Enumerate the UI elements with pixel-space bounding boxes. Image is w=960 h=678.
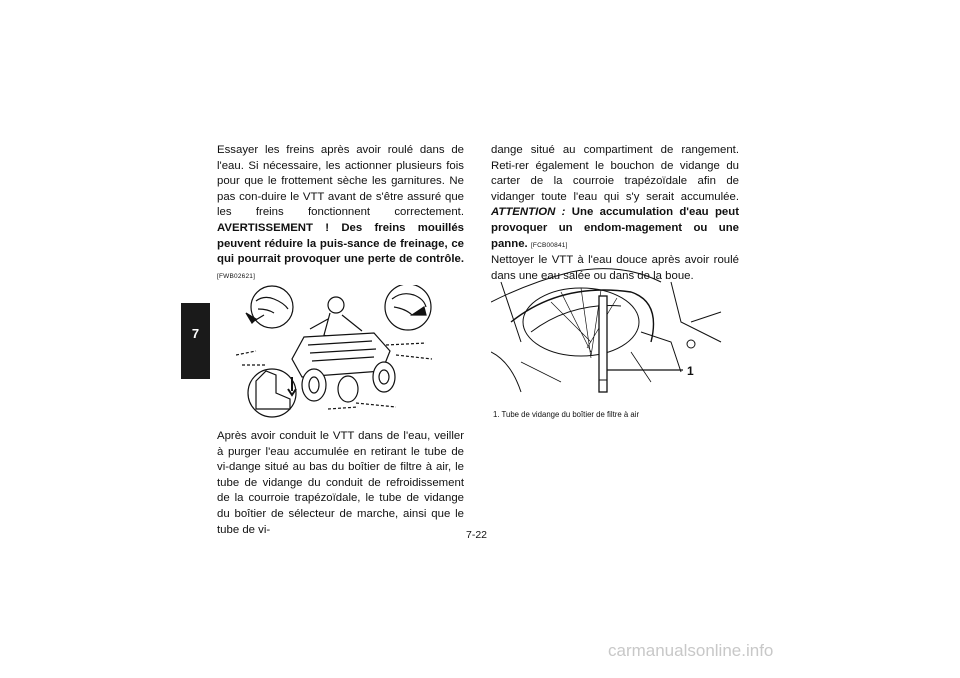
attention-ref-code: [FCB00841] bbox=[530, 241, 568, 249]
warning-ref-code: [FWB02621] bbox=[217, 272, 256, 280]
atv-wet-brakes-illustration bbox=[236, 285, 446, 425]
chapter-number: 7 bbox=[191, 326, 200, 341]
figure-caption: 1. Tube de vidange du boîtier de filtre à air bbox=[493, 410, 640, 419]
drain-continued-paragraph bbox=[491, 143, 739, 253]
wash-paragraph: Nettoyer le VTT à l'eau douce après avoir roulé dans une eau salée ou dans de la boue. bbox=[491, 254, 739, 282]
chapter-tab bbox=[181, 303, 210, 379]
drain-tube-callout: 1 bbox=[687, 364, 694, 378]
page-number: 7-22 bbox=[466, 529, 488, 541]
site-watermark: carmanualsonline.info bbox=[608, 641, 774, 660]
air-filter-drain-tube-illustration bbox=[491, 262, 739, 397]
attention-text: Une accumulation d'eau peut provoquer un endom-magement ou une panne. bbox=[491, 206, 740, 250]
brake-text: Essayer les freins après avoir roulé dans de l'eau. Si nécessaire, les actionner plusieurs fois pour que le frottement sèche les garnitures. Ne pas con-duire le VTT avant de s'être assuré que les freins fonctionnent correctement. bbox=[217, 144, 464, 219]
drain-continued-text: dange situé au compartiment de rangement. Reti-rer également le bouchon de vidange du carter de la courroie trapézoïdale afin de vidanger toute l'eau qui s'y serait accumulée. bbox=[491, 144, 739, 203]
brake-paragraph bbox=[217, 143, 464, 284]
brake-warning: AVERTISSEMENT ! Des freins mouillés peuvent réduire la puis-sance de freinage, ce qui pourrait provoquer une perte de contrôle. bbox=[217, 221, 464, 266]
left-column-top bbox=[217, 143, 464, 284]
drain-paragraph: Après avoir conduit le VTT dans de l'eau, veiller à purger l'eau accumulée en retirant le tube de vi-dange situé au bas du boîtier de filtre à air, le tube de vidange du conduit de refroidissement de la courroie trapézoïdale, le tube de vidange du boîtier de sélecteur de marche, ainsi que le tube de vi- bbox=[217, 430, 464, 536]
attention-label: ATTENTION : bbox=[491, 206, 566, 219]
left-column-bottom bbox=[217, 429, 464, 538]
